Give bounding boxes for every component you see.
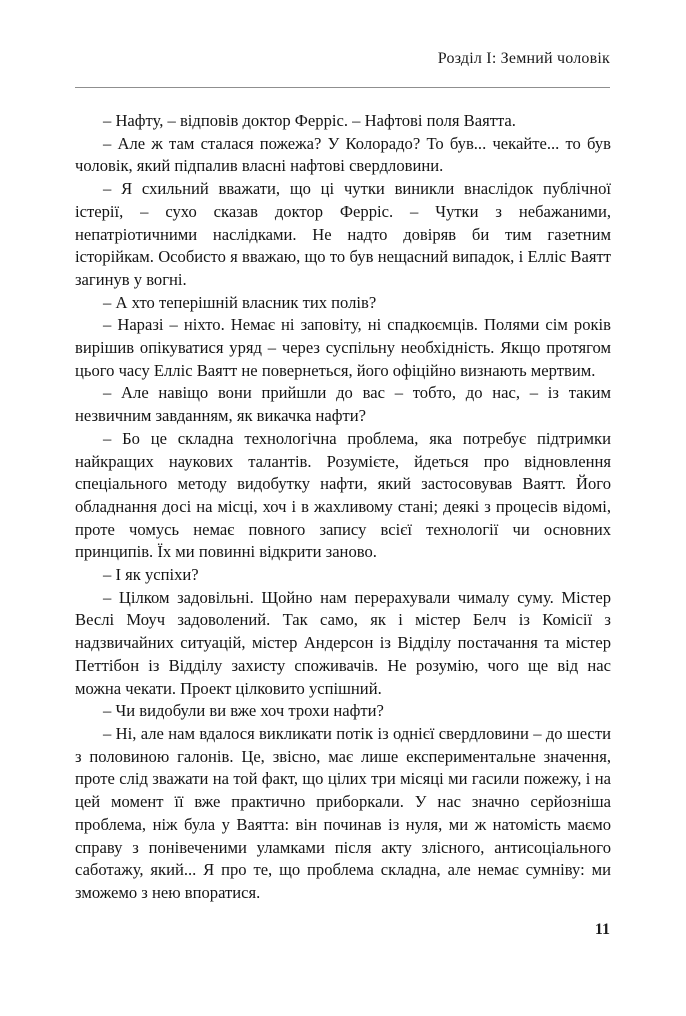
- paragraph: – Бо це складна технологічна проблема, яка потребує підтримки найкращих наукових талантів. Розумієте, йдеться про відновлення спеціального методу видобутку нафти, який застосовував Ваятт. Його обладнання досі на місці, хоч і в жахливому стані; деякі з процесів відомі, проте чомусь немає повного запису всієї технології чи основних принципів. Їх ми повинні відкрити заново.: [75, 428, 611, 562]
- paragraph: – Але навіщо вони прийшли до вас – тобто, до нас, – із таким незвичним завданням, як викачка нафти?: [75, 383, 611, 426]
- page-body: [75, 110, 611, 905]
- paragraph: – Але ж там сталася пожежа? У Колорадо? То був... чекайте... то був чоловік, який підпалив власні нафтові свердловини.: [75, 133, 611, 176]
- running-header: [75, 50, 610, 68]
- paragraph: – Чи видобули ви вже хоч трохи нафти?: [103, 701, 384, 721]
- paragraph: – Нафту, – відповів доктор Ферріс. – Нафтові поля Ваятта.: [103, 111, 516, 130]
- chapter-title: Розділ I: Земний чоловік: [437, 50, 610, 67]
- paragraph: – Цілком задовільні. Щойно нам перерахували чималу суму. Містер Веслі Моуч задоволений. Так само, як і містер Белч із Комісії з надзвичайних ситуацій, містер Андерсон із Відділу постачання та містер Петтібон із Відділу захисту споживачів. Не розумію, чого ще від нас можна чекати. Проект цілковито успішний.: [75, 587, 611, 698]
- paragraph: – Я схильний вважати, що ці чутки виникли внаслідок публічної істерії, – сухо сказав доктор Ферріс. – Чутки з небажаними, непатріотичними наслідками. Не надто довіряв би тим газетним історійкам. Особисто я вважаю, що то був нещасний випадок, і Елліс Ваятт загинув у вогні.: [75, 179, 611, 289]
- paragraph: – Ні, але нам вдалося викликати потік із однієї свердловини – до шести з половиною галонів. Це, звісно, має лише експериментальне значення, проте слід зважати на той факт, що цілих три місяці ми гасили пожежу, і на цей момент її вже практично приборкали. У нас значно серйозніша проблема, ніж була у Ваятта: він починав із нуля, ми ж натомість маємо справу з понівеченими уламками після акту злісного, антисоціального саботажу, який... Я про те, що проблема складна, але немає сумніву: ми зможемо з нею впоратися.: [75, 723, 611, 902]
- header-rule: [75, 87, 610, 88]
- paragraph: – І як успіхи?: [103, 565, 199, 585]
- page-number: 11: [594, 921, 610, 938]
- paragraph: – Наразі – ніхто. Немає ні заповіту, ні спадкоємців. Полями сім років вирішив опікуватися уряд – через суспільну необхідність. Якщо протягом цього часу Елліс Ваятт не повернеться, його офіційно визнають мертвим.: [75, 315, 611, 380]
- paragraph: – А хто теперішній власник тих полів?: [103, 292, 377, 312]
